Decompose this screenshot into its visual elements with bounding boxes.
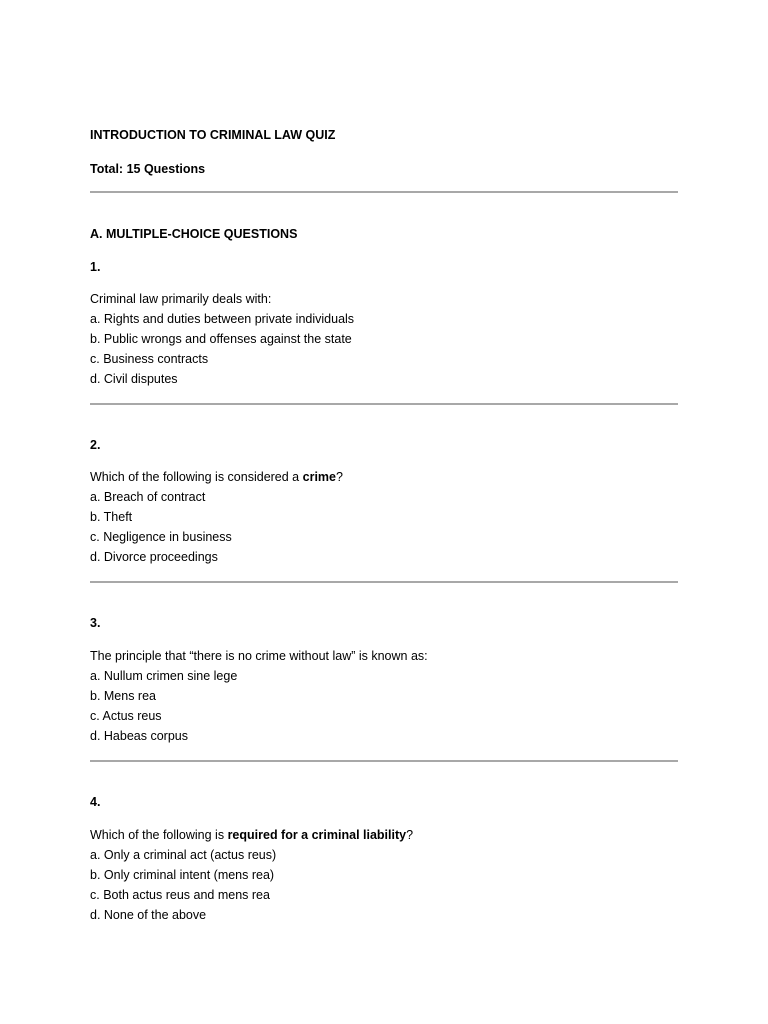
option-b: b. Mens rea [90, 689, 157, 703]
question-number: 1. [90, 260, 101, 274]
option-c: c. Both actus reus and mens rea [90, 888, 270, 902]
option-a: a. Nullum crimen sine lege [90, 669, 238, 683]
question-stem: Criminal law primarily deals with: [90, 292, 272, 306]
question-stem: The principle that “there is no crime without law” is known as: [90, 649, 428, 663]
option-b: b. Only criminal intent (mens rea) [90, 868, 275, 882]
option-a: a. Rights and duties between private individuals [90, 312, 355, 326]
question-stem: Which of the following is considered a crime? [90, 470, 343, 484]
question-number: 3. [90, 616, 101, 630]
divider [90, 191, 678, 193]
question-4 [90, 825, 678, 925]
document-title: INTRODUCTION TO CRIMINAL LAW QUIZ [90, 128, 336, 142]
option-d: d. Civil disputes [90, 372, 178, 386]
option-d: d. None of the above [90, 908, 207, 922]
option-d: d. Divorce proceedings [90, 550, 218, 564]
quiz-page [90, 0, 678, 1024]
question-number: 4. [90, 795, 101, 809]
question-stem: Which of the following is required for a criminal liability? [90, 828, 414, 842]
option-a: a. Only a criminal act (actus reus) [90, 848, 277, 862]
section-heading: A. MULTIPLE-CHOICE QUESTIONS [90, 227, 298, 241]
divider [90, 581, 678, 583]
option-c: c. Actus reus [90, 709, 162, 723]
question-2 [90, 467, 678, 567]
divider [90, 760, 678, 762]
option-c: c. Business contracts [90, 352, 209, 366]
option-b: b. Public wrongs and offenses against the state [90, 332, 352, 346]
question-number: 2. [90, 438, 101, 452]
option-d: d. Habeas corpus [90, 729, 188, 743]
question-3 [90, 646, 678, 746]
option-a: a. Breach of contract [90, 490, 206, 504]
divider [90, 403, 678, 405]
option-b: b. Theft [90, 510, 133, 524]
question-1 [90, 289, 678, 389]
question-total: Total: 15 Questions [90, 162, 206, 176]
option-c: c. Negligence in business [90, 530, 232, 544]
